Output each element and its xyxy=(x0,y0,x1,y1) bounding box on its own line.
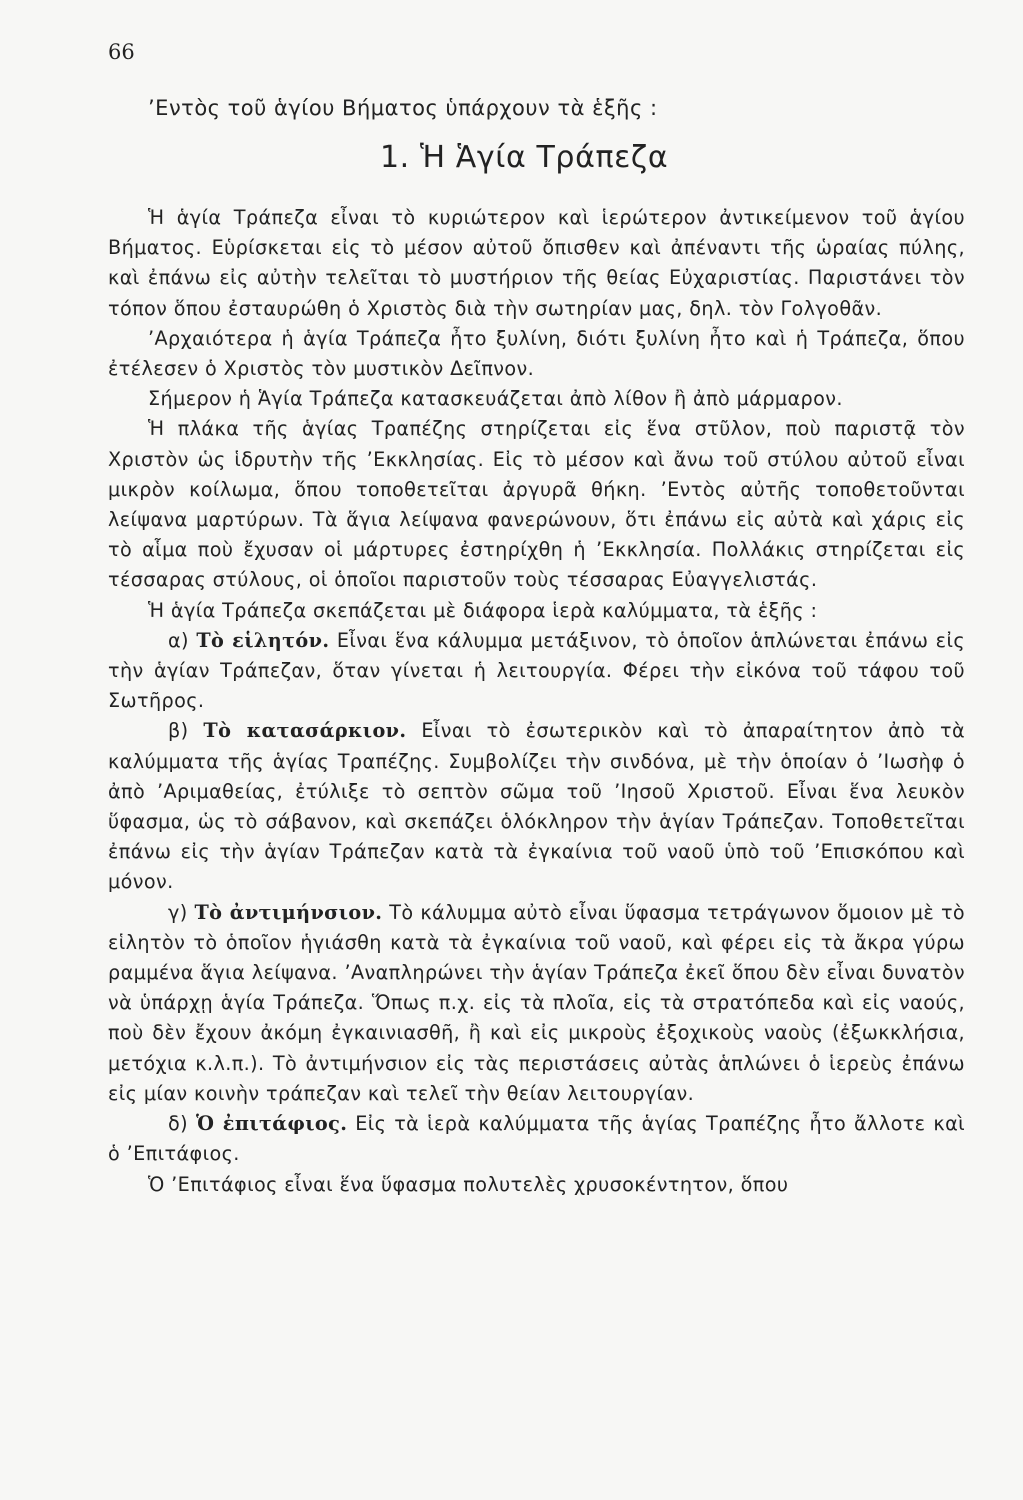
paragraph-material: Σήμερον ἡ Ἁγία Τράπεζα κατασκευάζεται ἀπὸ λίθον ἢ ἀπὸ μάρμαρον. xyxy=(148,387,843,411)
item-marker: γ) xyxy=(168,900,188,924)
list-item-antimension xyxy=(108,898,965,1109)
list-item-epitaphios xyxy=(108,1109,965,1169)
item-marker: δ) xyxy=(168,1112,189,1136)
item-marker: β) xyxy=(168,719,189,743)
item-term: Τὸ κατασάρκιον. xyxy=(203,719,407,743)
paragraph-coverings-intro: Ἡ ἁγία Τράπεζα σκεπάζεται μὲ διάφορα ἱερὰ καλύμματα, τὰ ἑξῆς : xyxy=(148,598,818,622)
list-item-katasarkion xyxy=(108,716,965,897)
paragraph-history: ’Αρχαιότερα ἡ ἁγία Τράπεζα ἦτο ξυλίνη, διότι ξυλίνη ἦτο καὶ ἡ Τράπεζα, ὅπου ἐτέλεσεν ὁ Χριστὸς τὸν μυστικὸν Δεῖπνον. xyxy=(108,326,965,381)
item-term: Τὸ εἱλητόν. xyxy=(196,628,330,652)
item-text: Τὸ κάλυμμα αὐτὸ εἶναι ὕφασμα τετράγωνον ὅμοιον μὲ τὸ εἱλητὸν τὸ ὁποῖον ἡγιάσθη κατὰ τὰ ἐγκαίνια τοῦ ναοῦ, καὶ φέρει εἰς τὰ ἄκρα γύρω ραμμένα ἅγια λείψανα. ’Αναπληρώνει τὴν ἁγίαν Τράπεζα ἐκεῖ ὅπου δὲν εἶναι δυνατὸν νὰ ὑπάρχῃ ἁγία Τράπεζα. Ὅπως π.χ. εἰς τὰ πλοῖα, εἰς τὰ στρατόπεδα καὶ εἰς ναούς, ποὺ δὲν ἔχουν ἀκόμη ἐγκαινιασθῆ, ἢ καὶ εἰς μικροὺς ἐξοχικοὺς ναοὺς (ἐξωκκλήσια, μετόχια κ.λ.π.). Τὸ ἀντιμήνσιον εἰς τὰς περιστάσεις αὐτὰς ἁπλώνει ὁ ἱερεὺς ἐπάνω εἰς μίαν κοινὴν τράπεζαν καὶ τελεῖ τὴν θείαν λειτουργίαν. xyxy=(108,900,966,1105)
item-term: Ὁ ἐπιτάφιος. xyxy=(195,1112,348,1136)
body-text xyxy=(108,203,965,1200)
paragraph-description: Ἡ ἁγία Τράπεζα εἶναι τὸ κυριώτερον καὶ ἱερώτερον ἀντικείμενον τοῦ ἁγίου Βήματος. Εὑρίσκεται εἰς τὸ μέσον αὐτοῦ ὄπισθεν καὶ ἀπέναντι τῆς ὡραίας πύλης, καὶ ἐπάνω εἰς αὐτὴν τελεῖται τὸ μυστήριον τῆς θείας Εὐχαριστίας. Παριστάνει τὸν τόπον ὅπου ἐσταυρώθη ὁ Χριστὸς διὰ τὴν σωτηρίαν μας, δηλ. τὸν Γολγοθᾶν. xyxy=(108,206,965,320)
item-text: Εἰς τὰ ἱερὰ καλύμματα τῆς ἁγίας Τραπέζης ἦτο ἄλλοτε καὶ ὁ ’Επιτάφιος. xyxy=(108,1112,966,1166)
page-number: 66 xyxy=(108,40,135,64)
paragraph-epitaphios: Ὁ ’Επιτάφιος εἶναι ἕνα ὕφασμα πολυτελὲς χρυσοκέντητον, ὅπου xyxy=(148,1172,789,1196)
item-marker: α) xyxy=(168,628,189,652)
paragraph-column: Ἡ πλάκα τῆς ἁγίας Τραπέζης στηρίζεται εἰς ἕνα στῦλον, ποὺ παριστᾷ τὸν Χριστὸν ὡς ἱδρυτὴν τῆς ’Εκκλησίας. Εἰς τὸ μέσον καὶ ἄνω τοῦ στύλου αὐτοῦ εἶναι μικρὸν κοίλωμα, ὅπου τοποθετεῖται ἀργυρᾶ θήκη. ’Εντὸς αὐτῆς τοποθετοῦνται λείψανα μαρτύρων. Τὰ ἅγια λείψανα φανερώνουν, ὅτι ἐπάνω εἰς αὐτὰ καὶ χάρις εἰς τὸ αἷμα ποὺ ἔχυσαν οἱ μάρτυρες ἐστηρίχθη ἡ ’Εκκλησία. Πολλάκις στηρίζεται εἰς τέσσαρας στύλους, οἱ ὁποῖοι παριστοῦν τοὺς τέσσαρας Εὐαγγελιστάς. xyxy=(108,417,965,592)
item-term: Τὸ ἀντιμήνσιον. xyxy=(194,900,383,924)
item-text: Εἶναι τὸ ἐσωτερικὸν καὶ τὸ ἀπαραίτητον ἀπὸ τὰ καλύμματα τῆς ἁγίας Τραπέζης. Συμβολίζει τὴν σινδόνα, μὲ τὴν ὁποίαν ὁ ’Ιωσὴφ ὁ ἀπὸ ’Αριμαθείας, ἐτύλιξε τὸ σεπτὸν σῶμα τοῦ ’Ιησοῦ Χριστοῦ. Εἶναι ἕνα λευκὸν ὕφασμα, ὡς τὸ σάβανον, καὶ σκεπάζει ὁλόκληρον τὴν ἁγίαν Τράπεζαν. Τοποθετεῖται ἐπάνω εἰς τὴν ἁγίαν Τράπεζαν κατὰ τὰ ἐγκαίνια τοῦ ναοῦ ὑπὸ τοῦ ’Επισκόπου καὶ μόνον. xyxy=(108,719,966,894)
list-item-eiliton xyxy=(108,626,965,717)
item-text: Εἶναι ἕνα κάλυμμα μετάξινον, τὸ ὁποῖον ἁπλώνεται ἐπάνω εἰς τὴν ἁγίαν Τράπεζαν, ὅταν γίνεται ἡ λειτουργία. Φέρει τὴν εἰκόνα τοῦ τάφου τοῦ Σωτῆρος. xyxy=(108,628,966,713)
section-heading: 1. Ἡ Ἁγία Τράπεζα xyxy=(380,140,669,175)
intro-line: ’Εντὸς τοῦ ἁγίου Βήματος ὑπάρχουν τὰ ἑξῆς : xyxy=(148,96,658,120)
